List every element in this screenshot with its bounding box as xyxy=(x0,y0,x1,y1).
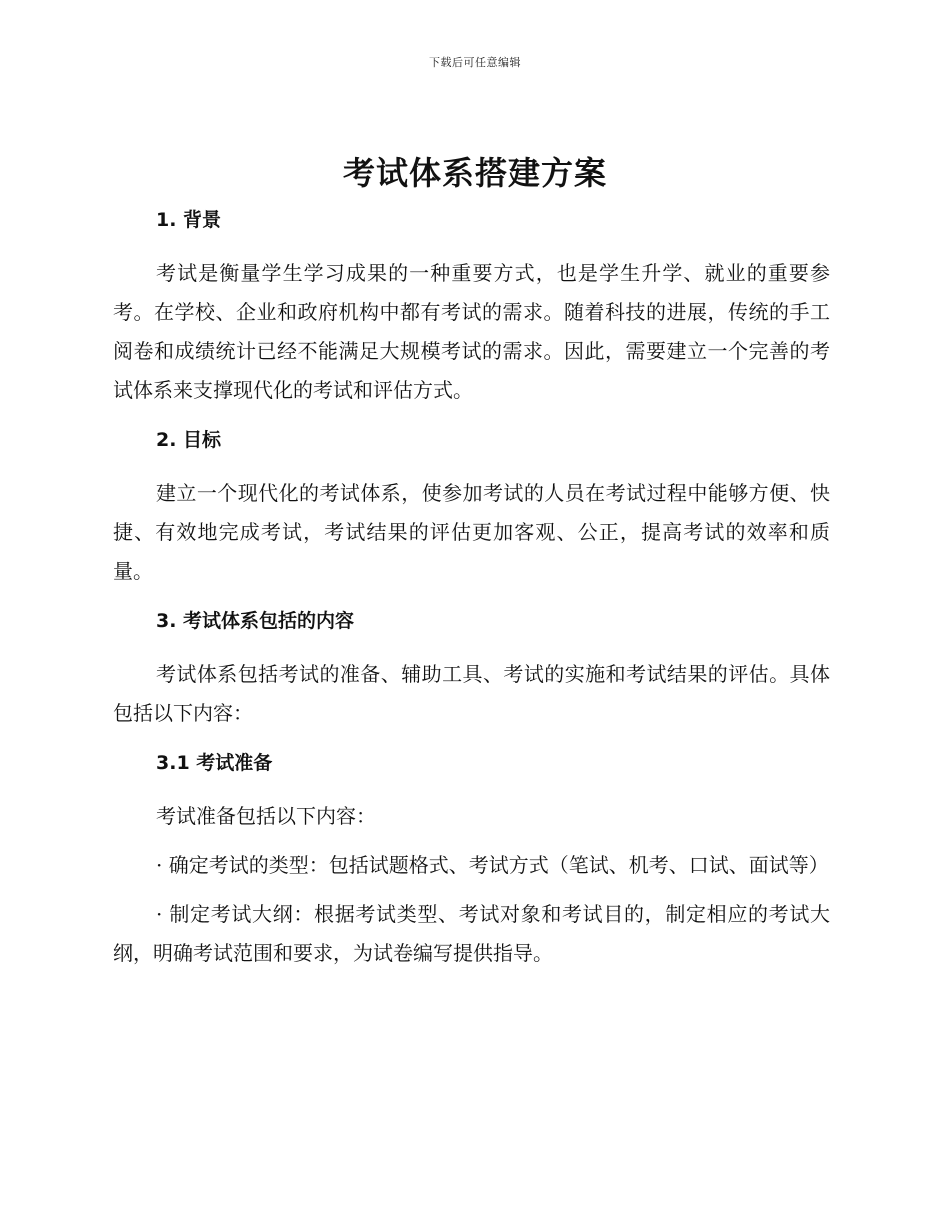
section-paragraph-goal: 建立一个现代化的考试体系，使参加考试的人员在考试过程中能够方便、快捷、有效地完成考试，考试结果的评估更加客观、公正，提高考试的效率和质量。 xyxy=(113,481,830,583)
section-paragraph-background: 考试是衡量学生学习成果的一种重要方式，也是学生升学、就业的重要参考。在学校、企业和政府机构中都有考试的需求。随着科技的进展，传统的手工阅卷和成绩统计已经不能满足大规模考试的需求。因此，需要建立一个完善的考试体系来支撑现代化的考试和评估方式。 xyxy=(113,261,830,402)
list-item-exam-type: · 确定考试的类型：包括试题格式、考试方式（笔试、机考、口试、面试等） xyxy=(156,853,829,877)
section-heading-goal: 2. 目标 xyxy=(156,429,222,451)
document-title: 考试体系搭建方案 xyxy=(342,154,607,192)
section-paragraph-contents: 考试体系包括考试的准备、辅助工具、考试的实施和考试结果的评估。具体包括以下内容： xyxy=(113,662,830,725)
list-item-exam-outline: · 制定考试大纲：根据考试类型、考试对象和考试目的，制定相应的考试大纲，明确考试范围和要求，为试卷编写提供指导。 xyxy=(113,902,830,965)
section-paragraph-preparation: 考试准备包括以下内容： xyxy=(156,804,376,828)
section-heading-contents: 3. 考试体系包括的内容 xyxy=(156,610,355,632)
section-heading-preparation: 3.1 考试准备 xyxy=(156,752,273,774)
document-body xyxy=(113,200,830,973)
header-note: 下载后可任意编辑 xyxy=(429,56,521,69)
section-heading-background: 1. 背景 xyxy=(156,209,222,231)
